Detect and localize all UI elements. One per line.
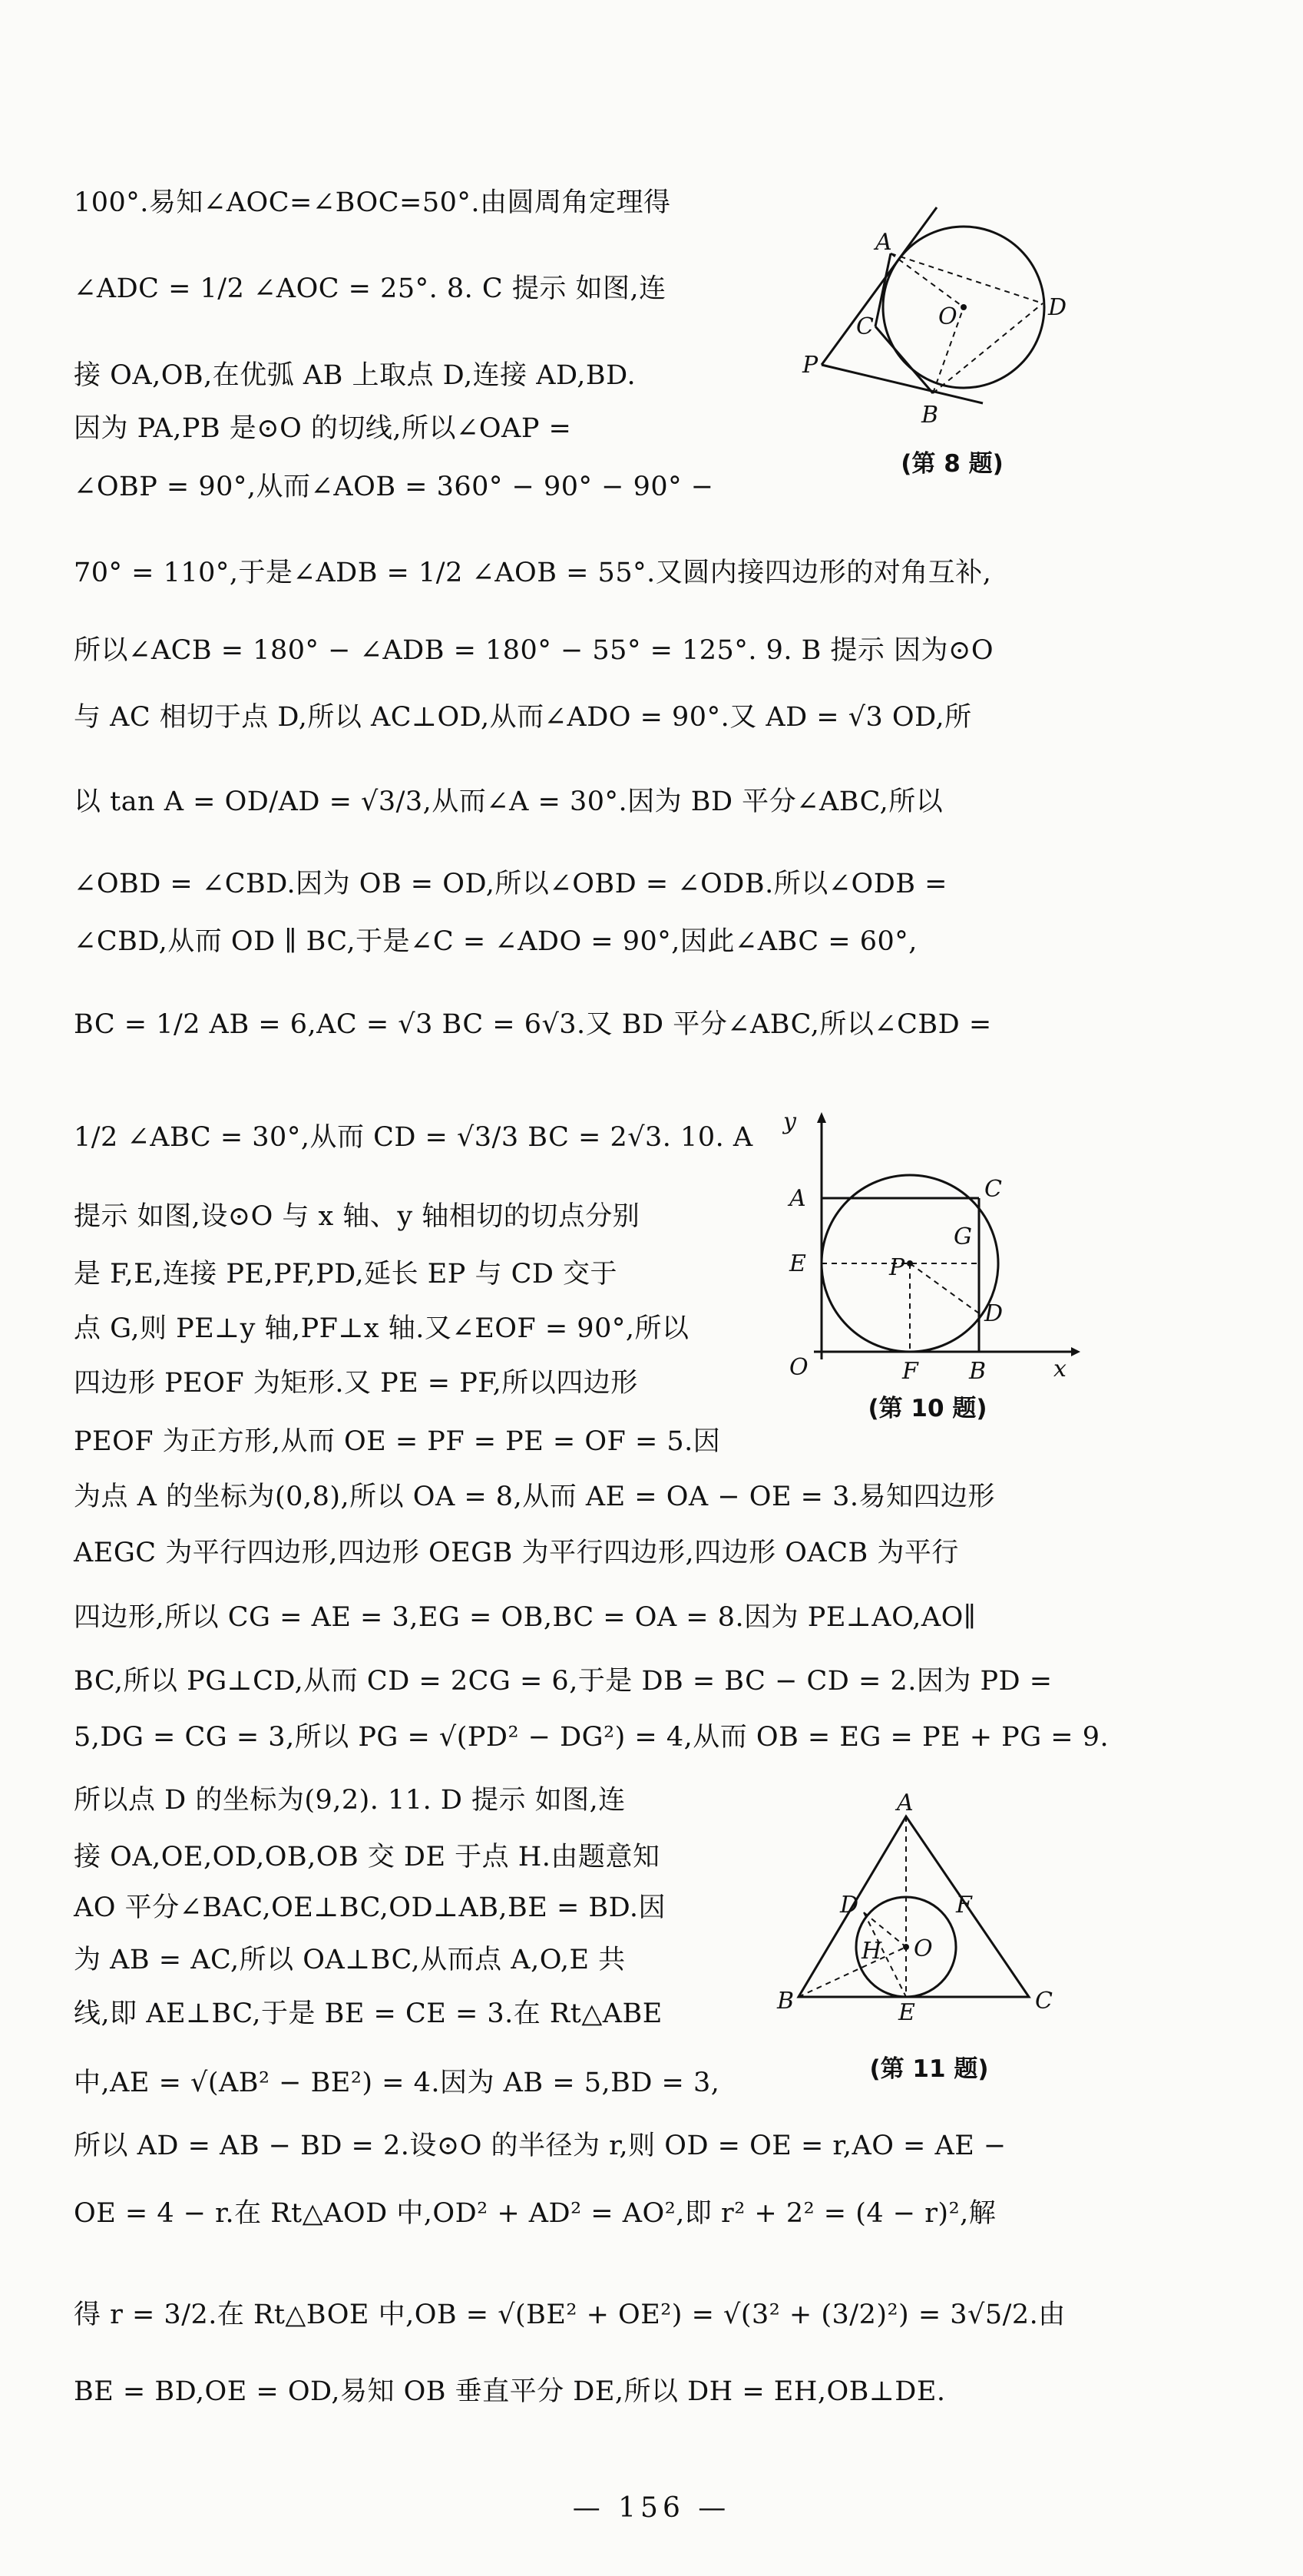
text-line-7: 所以∠ACB = 180° − ∠ADB = 180° − 55° = 125°. 9. B 提示 因为⊙O (74, 635, 994, 666)
figure-8-caption: (第 8 题) (901, 450, 1004, 478)
fig8-label-d: D (1048, 294, 1067, 321)
text-line-31: OE = 4 − r.在 Rt△AOD 中,OD² + AD² = AO²,即 r² + 2² = (4 − r)²,解 (74, 2198, 997, 2229)
fig8-tangent-pb (822, 365, 983, 403)
fig10-pd (910, 1263, 979, 1313)
text-line-30: 所以 AD = AB − BD = 2.设⊙O 的半径为 r,则 OD = OE = r,AO = AE − (74, 2131, 1007, 2161)
text-line-18: PEOF 为正方形,从而 OE = PF = PE = OF = 5.因 (74, 1426, 721, 1457)
fig10-label-p: P (889, 1254, 905, 1281)
text-line-1: 100°.易知∠AOC=∠BOC=50°.由圆周角定理得 (74, 187, 671, 218)
text-line-23: 5,DG = CG = 3,所以 PG = √(PD² − DG²) = 4,从而 OB = EG = PE + PG = 9. (74, 1722, 1110, 1753)
fig10-label-d: D (984, 1300, 1004, 1327)
fig10-label-f: F (902, 1358, 918, 1382)
fig10-label-c: C (984, 1176, 1002, 1203)
fig8-label-o: O (938, 303, 957, 330)
text-line-4: 因为 PA,PB 是⊙O 的切线,所以∠OAP = (74, 413, 572, 444)
fig10-x-arrow (1071, 1347, 1080, 1356)
text-line-25: 接 OA,OE,OD,OB,OB 交 DE 于点 H.由题意知 (74, 1842, 660, 1872)
text-line-8: 与 AC 相切于点 D,所以 AC⊥OD,从而∠ADO = 90°.又 AD = √3 OD,所 (74, 702, 972, 733)
text-line-26: AO 平分∠BAC,OE⊥BC,OD⊥AB,BE = BD.因 (74, 1892, 666, 1923)
text-line-3: 接 OA,OB,在优弧 AB 上取点 D,连接 AD,BD. (74, 360, 637, 391)
fig10-label-o: O (789, 1354, 809, 1381)
text-line-14: 提示 如图,设⊙O 与 x 轴、y 轴相切的切点分别 (74, 1201, 640, 1232)
fig11-label-a: A (897, 1793, 914, 1816)
fig8-label-b: B (921, 402, 939, 429)
text-line-9: 以 tan A = OD/AD = √3/3,从而∠A = 30°.因为 BD 平分∠ABC,所以 (74, 786, 944, 817)
fig11-label-e: E (898, 1999, 915, 2024)
figure-11-caption: (第 11 题) (869, 2055, 989, 2083)
fig11-label-f: F (956, 1892, 972, 1919)
text-line-10: ∠OBD = ∠CBD.因为 OB = OD,所以∠OBD = ∠ODB.所以∠ODB = (74, 869, 947, 899)
figure-11-diagram (776, 1793, 1083, 2024)
page-number: — 156 — (572, 2492, 731, 2524)
text-line-29: 中,AE = √(AB² − BE²) = 4.因为 AB = 5,BD = 3, (74, 2068, 720, 2098)
fig10-center-dot (907, 1260, 913, 1266)
text-line-27: 为 AB = AC,所以 OA⊥BC,从而点 A,O,E 共 (74, 1945, 626, 1975)
text-line-11: ∠CBD,从而 OD ∥ BC,于是∠C = ∠ADO = 90°,因此∠ABC = 60°, (74, 926, 918, 957)
text-line-28: 线,即 AE⊥BC,于是 BE = CE = 3.在 Rt△ABE (74, 1998, 663, 2029)
figure-10-diagram (776, 1106, 1083, 1382)
fig10-label-x: x (1053, 1356, 1067, 1382)
figure-8-diagram (799, 200, 1106, 430)
fig8-label-p: P (802, 352, 819, 379)
fig11-label-c: C (1035, 1988, 1053, 2015)
text-line-13: 1/2 ∠ABC = 30°,从而 CD = √3/3 BC = 2√3. 10. A (74, 1122, 753, 1153)
fig11-label-h: H (862, 1938, 882, 1965)
text-line-24: 所以点 D 的坐标为(9,2). 11. D 提示 如图,连 (74, 1785, 626, 1816)
fig11-label-d: D (840, 1892, 859, 1919)
text-line-19: 为点 A 的坐标为(0,8),所以 OA = 8,从而 AE = OA − OE = 3.易知四边形 (74, 1482, 995, 1512)
text-line-32: 得 r = 3/2.在 Rt△BOE 中,OB = √(BE² + OE²) = √(3² + (3/2)²) = 3√5/2.由 (74, 2300, 1066, 2330)
fig10-label-g: G (954, 1223, 972, 1250)
text-line-12: BC = 1/2 AB = 6,AC = √3 BC = 6√3.又 BD 平分∠ABC,所以∠CBD = (74, 1009, 992, 1040)
text-line-21: 四边形,所以 CG = AE = 3,EG = OB,BC = OA = 8.因为 PE⊥AO,AO∥ (74, 1602, 977, 1633)
text-line-22: BC,所以 PG⊥CD,从而 CD = 2CG = 6,于是 DB = BC − CD = 2.因为 PD = (74, 1666, 1053, 1697)
fig11-triangle (799, 1816, 1029, 1997)
fig11-label-b: B (777, 1988, 795, 2015)
fig8-label-a: A (875, 229, 892, 256)
fig8-label-c: C (856, 313, 874, 340)
fig10-label-y: y (783, 1108, 796, 1135)
fig10-label-e: E (789, 1250, 806, 1277)
text-line-2: ∠ADC = 1/2 ∠AOC = 25°. 8. C 提示 如图,连 (74, 273, 666, 304)
fig8-cb (875, 326, 933, 393)
fig8-center-dot (961, 304, 967, 310)
text-line-15: 是 F,E,连接 PE,PF,PD,延长 EP 与 CD 交于 (74, 1259, 618, 1290)
fig8-ad (891, 253, 1043, 303)
fig11-center-dot (903, 1944, 909, 1950)
text-line-17: 四边形 PEOF 为矩形.又 PE = PF,所以四边形 (74, 1368, 638, 1399)
fig10-y-arrow (817, 1112, 826, 1123)
text-line-16: 点 G,则 PE⊥y 轴,PF⊥x 轴.又∠EOF = 90°,所以 (74, 1313, 690, 1344)
text-line-33: BE = BD,OE = OD,易知 OB 垂直平分 DE,所以 DH = EH,OB⊥DE. (74, 2376, 946, 2407)
fig10-label-a: A (789, 1185, 806, 1212)
fig10-label-b: B (969, 1358, 987, 1382)
fig11-label-o: O (914, 1935, 933, 1962)
text-line-20: AEGC 为平行四边形,四边形 OEGB 为平行四边形,四边形 OACB 为平行 (74, 1538, 959, 1568)
text-line-5: ∠OBP = 90°,从而∠AOB = 360° − 90° − 90° − (74, 472, 714, 502)
figure-10-caption: (第 10 题) (868, 1395, 987, 1422)
fig8-oa (891, 253, 964, 307)
text-line-6: 70° = 110°,于是∠ADB = 1/2 ∠AOB = 55°.又圆内接四边形的对角互补, (74, 558, 992, 588)
